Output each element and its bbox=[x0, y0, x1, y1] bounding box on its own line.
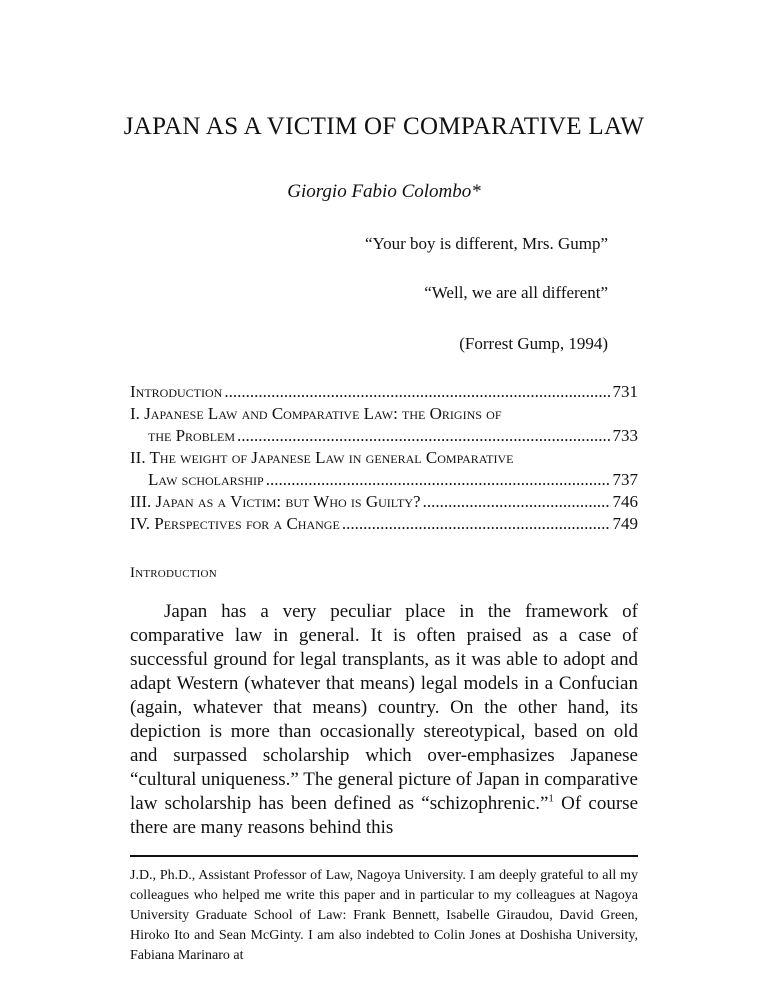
toc-entry-text: IV. Perspectives for a Change bbox=[130, 514, 340, 533]
paragraph-text: Japan has a very peculiar place in the framework of comparative law in general. It is often praised as a case of successful ground for legal transplants, as it was able to adopt and adapt Western (whatever that means) legal models in a Confucian (again, whatever that means) country. On the other hand, its depiction is more than occasionally stereotypical, based on old and surpassed scholarship which over-emphasizes Japanese “cultural uniqueness.” The general picture of Japan in comparative law scholarship has been defined as “schizophrenic.” bbox=[130, 601, 638, 814]
toc-page-number: 737 bbox=[612, 470, 638, 489]
toc-page-number: 731 bbox=[612, 382, 638, 401]
paragraph bbox=[130, 600, 638, 840]
toc-entry bbox=[130, 491, 638, 513]
epigraph-line: “Well, we are all different” bbox=[424, 283, 608, 302]
epigraph-source: (Forrest Gump, 1994) bbox=[459, 334, 608, 353]
toc-entry-text: II. The weight of Japanese Law in general Comparative bbox=[130, 448, 514, 467]
toc-entry bbox=[130, 403, 638, 425]
toc-entry-text: III. Japan as a Victim: but Who is Guilty? bbox=[130, 492, 421, 511]
toc-page-number: 733 bbox=[612, 426, 638, 445]
toc-leader bbox=[224, 381, 610, 403]
footnote-text: J.D., Ph.D., Assistant Professor of Law, Nagoya University. I am deeply grateful to all my colleagues who helped me write this paper and in particular to my colleagues at Nagoya University Graduate School of Law: Frank Bennett, Isabelle Giraudou, David Green, Hiroko Ito and Sean McGinty. I am also indebted to Colin Jones at Doshisha University, Fabiana Marinaro at bbox=[130, 868, 638, 963]
toc-entry-text: I. Japanese Law and Comparative Law: the Origins of bbox=[130, 404, 502, 423]
toc-page-number: 749 bbox=[612, 514, 638, 533]
body-text bbox=[130, 600, 638, 840]
toc-leader bbox=[342, 513, 611, 535]
footnote-reference: 1 bbox=[548, 792, 554, 805]
toc-leader bbox=[237, 425, 610, 447]
toc-entry-text: Law scholarship bbox=[148, 470, 264, 489]
toc-entry bbox=[130, 447, 638, 469]
toc-entry-text: the Problem bbox=[148, 426, 236, 445]
paragraph-text: Of course there are many reasons behind this bbox=[130, 793, 638, 838]
toc-entry bbox=[130, 469, 638, 491]
toc-leader bbox=[266, 469, 611, 491]
toc-entry bbox=[130, 513, 638, 535]
toc-entry-text: Introduction bbox=[130, 382, 223, 401]
toc-page-number: 746 bbox=[612, 492, 638, 511]
epigraph-line: “Your boy is different, Mrs. Gump” bbox=[364, 234, 608, 253]
toc-leader bbox=[423, 491, 611, 513]
author-name: Giorgio Fabio Colombo* bbox=[287, 181, 481, 202]
section-heading: Introduction bbox=[130, 565, 217, 581]
toc-entry bbox=[130, 425, 638, 447]
article-title: JAPAN AS A VICTIM OF COMPARATIVE LAW bbox=[123, 113, 645, 140]
table-of-contents bbox=[130, 381, 638, 535]
footnote-divider bbox=[130, 855, 638, 857]
toc-entry bbox=[130, 381, 638, 403]
